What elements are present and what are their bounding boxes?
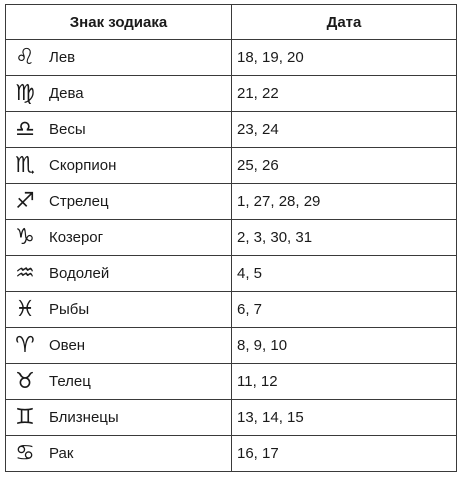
date-cell: 25, 26 [232,148,457,184]
sign-cell [6,112,232,148]
scorpio-icon: ♏ [15,153,35,178]
aquarius-icon: ♒ [15,261,35,286]
sign-cell-content [6,292,231,327]
sign-cell [6,292,232,328]
sign-name: Рыбы [49,301,90,318]
sign-cell-content [6,184,231,219]
capricorn-icon: ♑ [15,225,35,250]
sign-name: Рак [49,445,74,462]
date-cell: 6, 7 [232,292,457,328]
date-cell: 18, 19, 20 [232,40,457,76]
date-cell: 4, 5 [232,256,457,292]
table-row [6,148,457,184]
table-row [6,364,457,400]
sign-name: Близнецы [49,409,119,426]
table-row [6,436,457,472]
table-row [6,292,457,328]
sign-name: Овен [49,337,86,354]
sign-name: Телец [49,373,91,390]
sign-name: Весы [49,121,86,138]
sign-name: Водолей [49,265,110,282]
sign-cell-content [6,400,231,435]
sign-cell [6,40,232,76]
table-row [6,256,457,292]
sign-cell-content [6,148,231,183]
zodiac-table [5,4,457,472]
sign-cell-content [6,436,231,471]
table-row [6,76,457,112]
taurus-icon: ♉ [15,369,35,394]
aries-icon: ♈ [15,333,35,358]
sign-cell [6,76,232,112]
date-cell: 1, 27, 28, 29 [232,184,457,220]
date-cell: 16, 17 [232,436,457,472]
sign-name: Лев [49,49,76,66]
date-cell: 23, 24 [232,112,457,148]
sign-cell-content [6,328,231,363]
sign-cell-content [6,40,231,75]
sign-name: Скорпион [49,157,117,174]
sign-cell [6,220,232,256]
header-date: Дата [232,5,457,40]
date-cell: 8, 9, 10 [232,328,457,364]
sign-cell-content [6,220,231,255]
date-cell: 2, 3, 30, 31 [232,220,457,256]
sign-cell [6,148,232,184]
gemini-icon: ♊ [15,405,35,430]
sagittarius-icon: ♐ [15,189,35,214]
sign-name: Козерог [49,229,104,246]
table-row [6,40,457,76]
sign-cell [6,328,232,364]
sign-cell [6,184,232,220]
date-cell: 21, 22 [232,76,457,112]
sign-cell [6,364,232,400]
leo-icon: ♌ [15,45,35,70]
table-row [6,328,457,364]
table-header-row [6,5,457,40]
table-row [6,220,457,256]
sign-cell-content [6,112,231,147]
virgo-icon: ♍ [15,81,35,106]
table-body [6,40,457,472]
table-row [6,112,457,148]
table-row [6,400,457,436]
header-sign: Знак зодиака [6,5,232,40]
sign-cell-content [6,364,231,399]
date-cell: 11, 12 [232,364,457,400]
sign-name: Дева [49,85,84,102]
libra-icon: ♎ [15,117,35,142]
sign-cell [6,436,232,472]
cancer-icon: ♋ [15,441,35,466]
sign-name: Стрелец [49,193,109,210]
sign-cell [6,400,232,436]
pisces-icon: ♓ [15,297,35,322]
sign-cell-content [6,256,231,291]
date-cell: 13, 14, 15 [232,400,457,436]
table-row [6,184,457,220]
sign-cell-content [6,76,231,111]
sign-cell [6,256,232,292]
